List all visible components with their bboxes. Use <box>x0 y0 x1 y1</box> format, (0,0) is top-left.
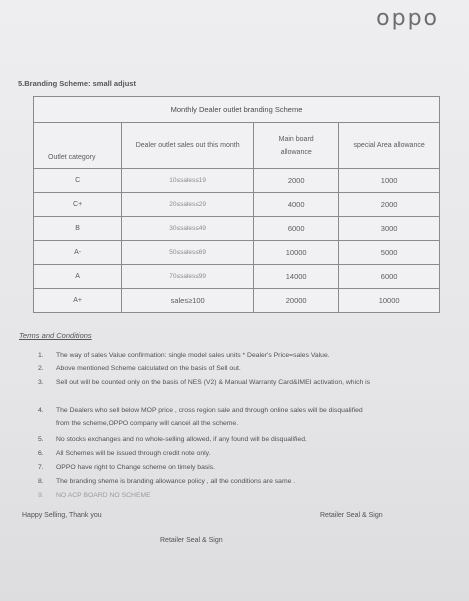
term-item: 9. NO ACP BOARD NO SCHEME <box>38 492 151 499</box>
cell-sales: sales≥100 <box>122 289 254 313</box>
header-sales: Dealer outlet sales out this month <box>122 123 254 169</box>
cell-sales: 20≤sales≤29 <box>122 193 254 217</box>
table-row <box>34 169 440 193</box>
table-row <box>34 265 440 289</box>
cell-sales: 30≤sales≤49 <box>122 217 254 241</box>
terms-title: Terms and Conditions <box>19 331 92 340</box>
term-item: 3. Sell out will be counted only on the basis of NES (V2) & Manual Warranty Card&IMEI activation, which is <box>38 379 371 386</box>
cell-special-area: 2000 <box>339 193 440 217</box>
cell-category: C+ <box>34 193 122 217</box>
cell-sales: 50≤sales≤69 <box>122 241 254 265</box>
cell-category: A <box>34 265 122 289</box>
term-continuation: from the scheme,OPPO company will cancel all the scheme. <box>56 420 239 427</box>
cell-sales: 10≤sales≤19 <box>122 169 254 193</box>
cell-main-board: 20000 <box>254 289 339 313</box>
table-row <box>34 241 440 265</box>
cell-category: B <box>34 217 122 241</box>
table-row <box>34 217 440 241</box>
cell-special-area: 1000 <box>339 169 440 193</box>
cell-main-board: 6000 <box>254 217 339 241</box>
term-item: 2. Above mentioned Scheme calculated on the basis of Sell out. <box>38 365 241 372</box>
retailer-seal-sign-right: Retailer Seal & Sign <box>320 512 383 519</box>
cell-main-board: 14000 <box>254 265 339 289</box>
cell-main-board: 4000 <box>254 193 339 217</box>
cell-main-board: 10000 <box>254 241 339 265</box>
cell-special-area: 5000 <box>339 241 440 265</box>
retailer-seal-sign-bottom: Retailer Seal & Sign <box>160 537 223 544</box>
cell-sales: 70≤sales≤99 <box>122 265 254 289</box>
header-main-board: Main board allowance <box>254 123 339 169</box>
term-item: 6. All Schemes will be issued through credit note only. <box>38 450 211 457</box>
table-row <box>34 193 440 217</box>
term-item: 8. The branding sheme is branding allowance policy , all the conditions are same . <box>38 478 296 485</box>
cell-category: C <box>34 169 122 193</box>
cell-main-board: 2000 <box>254 169 339 193</box>
oppo-logo: oppo <box>376 6 439 31</box>
cell-category: A- <box>34 241 122 265</box>
term-item: 7. OPPO have right to Change scheme on timely basis. <box>38 464 216 471</box>
table-row <box>34 289 440 313</box>
section-title: 5.Branding Scheme: small adjust <box>18 79 136 88</box>
cell-special-area: 3000 <box>339 217 440 241</box>
term-item: 4. The Dealers who sell below MOP price , cross region sale and through online sales will be disqualified <box>38 407 363 414</box>
closing-greeting: Happy Selling, Thank you <box>22 512 102 519</box>
table-title: Monthly Dealer outlet branding Scheme <box>34 97 440 123</box>
cell-special-area: 10000 <box>339 289 440 313</box>
cell-category: A+ <box>34 289 122 313</box>
cell-special-area: 6000 <box>339 265 440 289</box>
term-item: 1. The way of sales Value confirmation: single model sales units * Dealer's Price=sales Value. <box>38 352 330 359</box>
header-special-area: special Area allowance <box>339 123 440 169</box>
term-item: 5. No stocks exchanges and no whole-selling allowed, if any found will be disqualified. <box>38 436 307 443</box>
header-outlet-category: Outlet category <box>34 123 122 169</box>
branding-scheme-table <box>33 96 440 313</box>
